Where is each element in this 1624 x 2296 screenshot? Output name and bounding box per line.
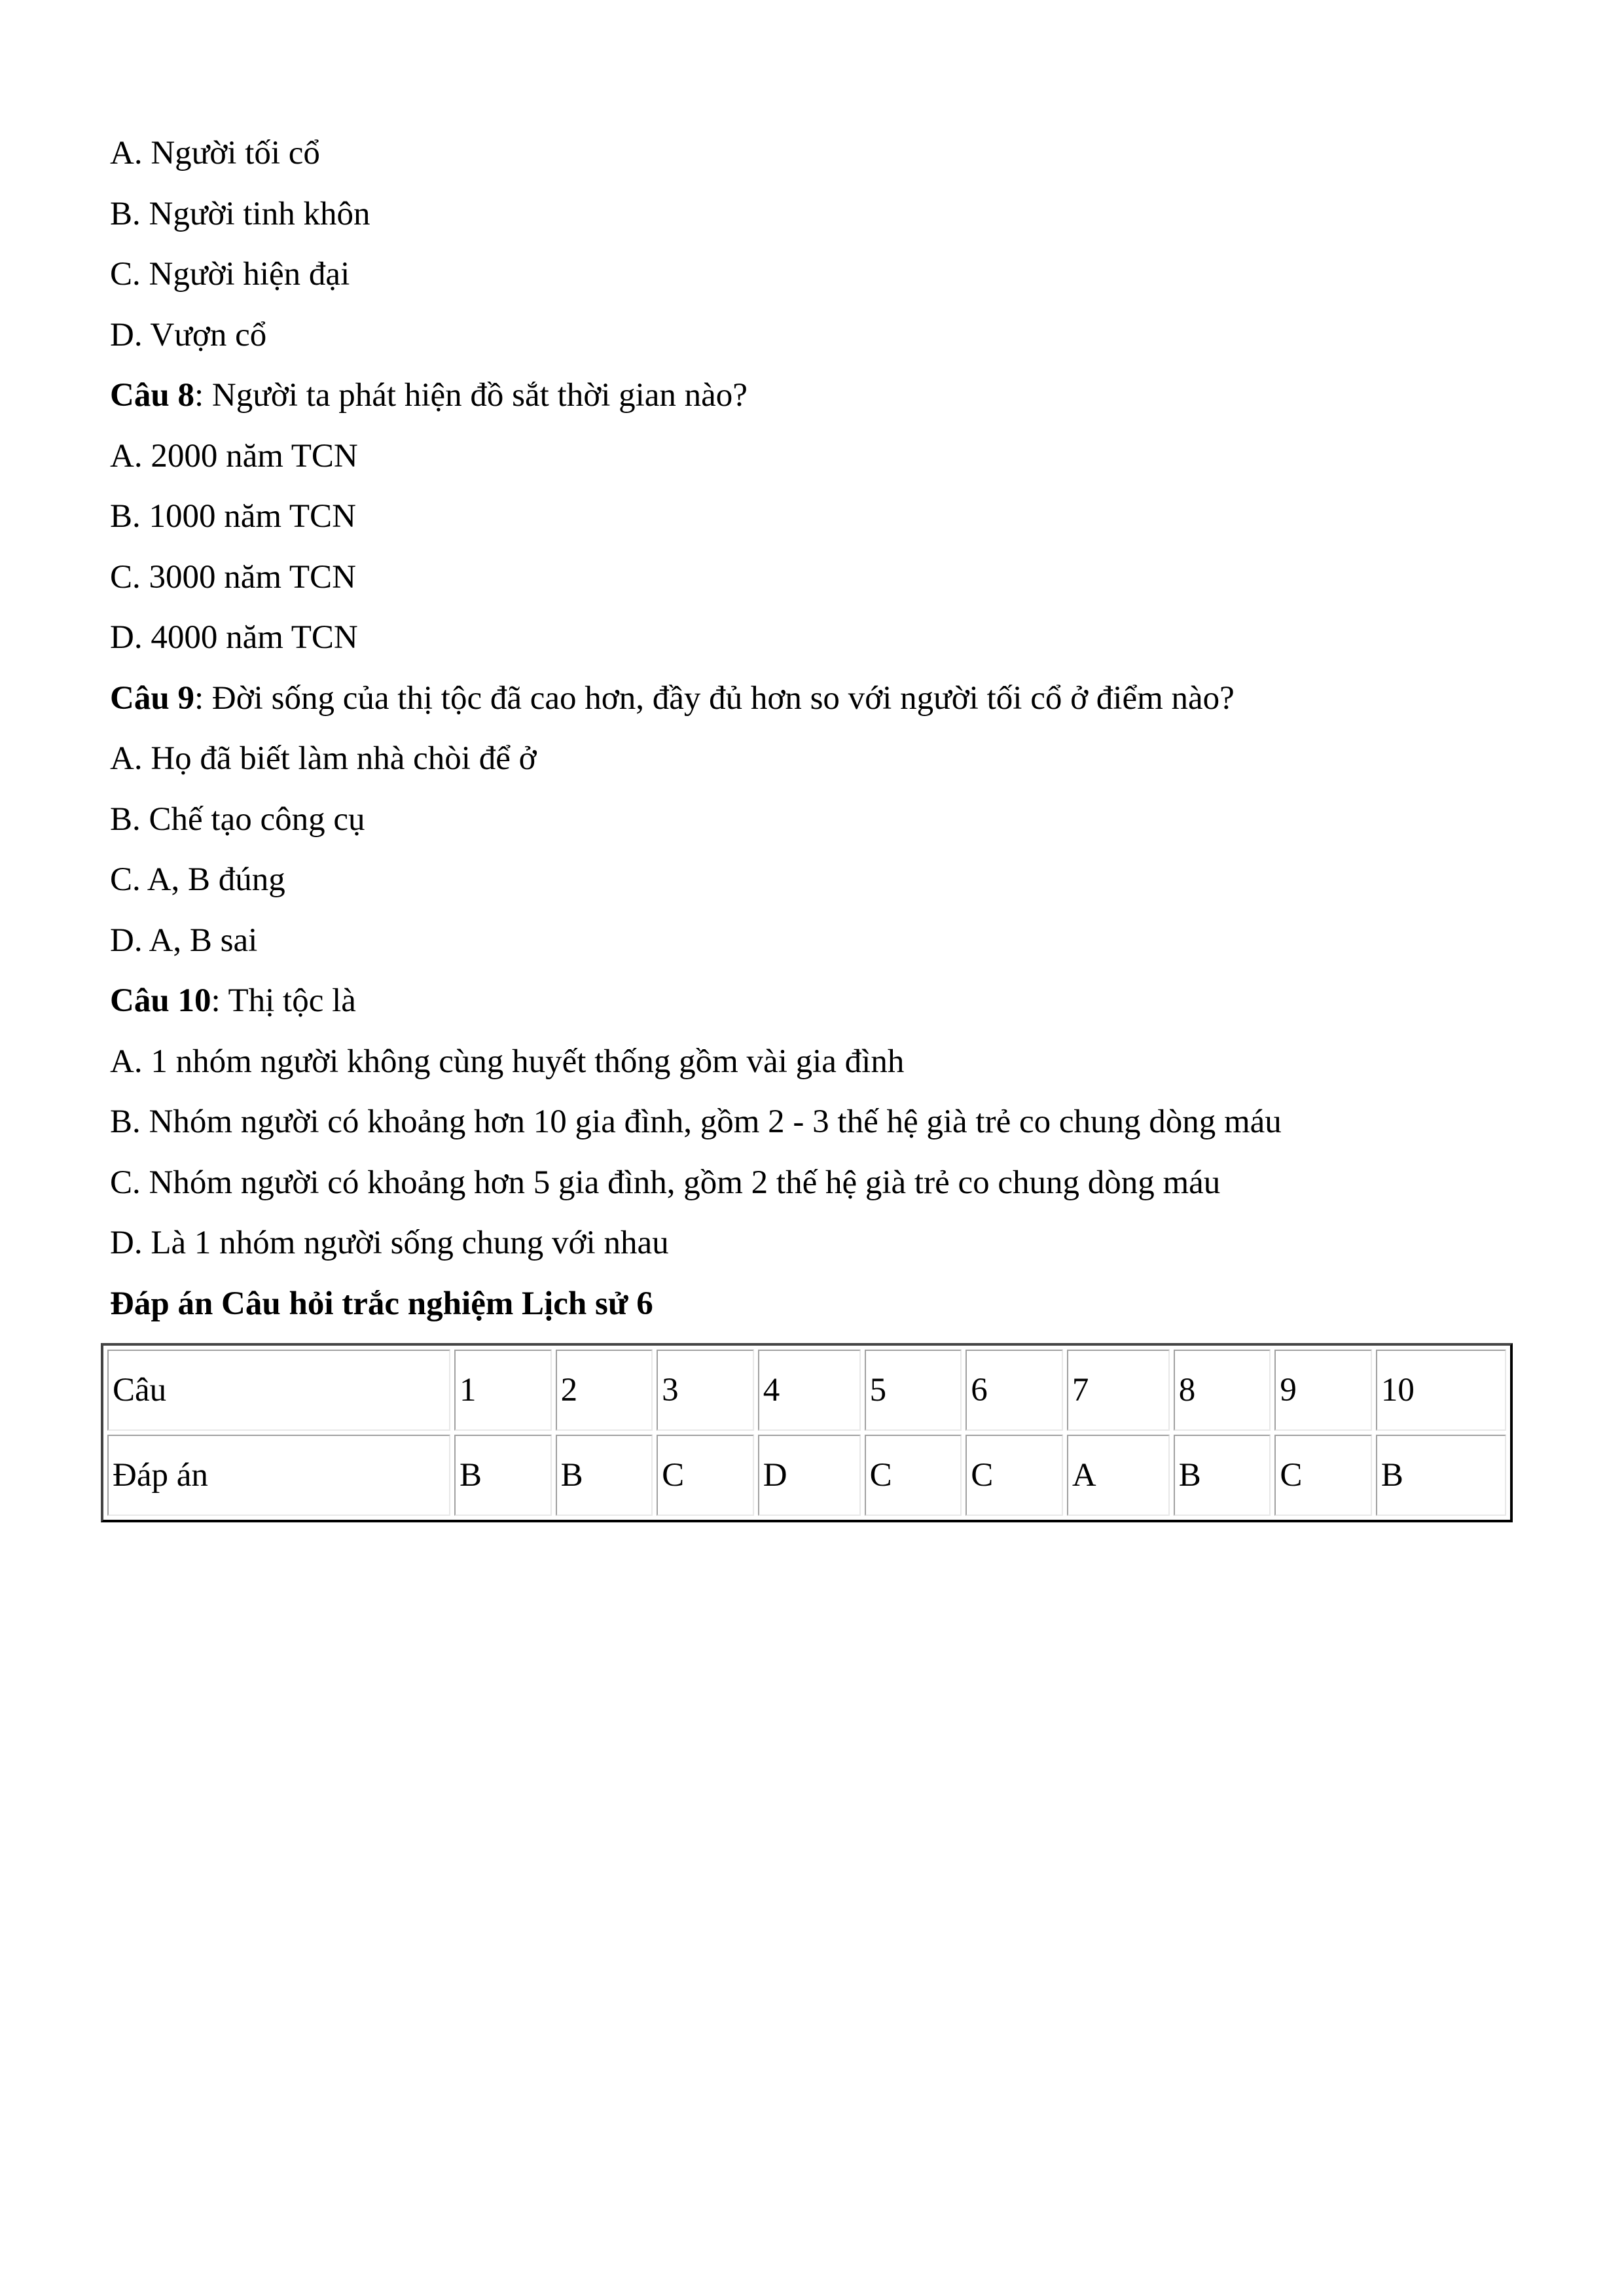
table-cell: D bbox=[758, 1435, 861, 1516]
option-line: B. Nhóm người có khoảng hơn 10 gia đình, gồm 2 - 3 thế hệ già trẻ co chung dòng máu bbox=[110, 1103, 1282, 1140]
option-line: A. 1 nhóm người không cùng huyết thống gồm vài gia đình bbox=[110, 1043, 905, 1080]
table-cell: B bbox=[454, 1435, 552, 1516]
table-cell: C bbox=[865, 1435, 962, 1516]
option-line: A. Họ đã biết làm nhà chòi để ở bbox=[110, 740, 537, 777]
question-label: Câu 10 bbox=[110, 982, 211, 1019]
option-line: D. 4000 năm TCN bbox=[110, 619, 358, 656]
option-line: D. Là 1 nhóm người sống chung với nhau bbox=[110, 1225, 669, 1261]
table-cell: A bbox=[1067, 1435, 1170, 1516]
table-cell: B bbox=[1174, 1435, 1271, 1516]
table-cell: 5 bbox=[865, 1350, 962, 1431]
option-line: D. Vượn cổ bbox=[110, 316, 267, 353]
question-label: Câu 9 bbox=[110, 679, 194, 717]
table-cell: 9 bbox=[1274, 1350, 1372, 1431]
question-8 bbox=[110, 365, 1517, 426]
table-cell: 6 bbox=[965, 1350, 1063, 1431]
table-row bbox=[107, 1350, 1506, 1431]
table-row bbox=[107, 1435, 1506, 1516]
option-line: A. 2000 năm TCN bbox=[110, 437, 358, 475]
question-text: : Người ta phát hiện đồ sắt thời gian nào? bbox=[194, 377, 748, 414]
option-line: B. 1000 năm TCN bbox=[110, 498, 356, 535]
document-page bbox=[110, 123, 1517, 1522]
table-cell: 8 bbox=[1174, 1350, 1271, 1431]
table-cell: 10 bbox=[1376, 1350, 1506, 1431]
row-label: Đáp án bbox=[107, 1435, 450, 1516]
option-line: C. Nhóm người có khoảng hơn 5 gia đình, gồm 2 thế hệ già trẻ co chung dòng máu bbox=[110, 1164, 1221, 1201]
option-line: C. Người hiện đại bbox=[110, 256, 350, 293]
table-cell: 3 bbox=[657, 1350, 754, 1431]
question-10 bbox=[110, 971, 1517, 1031]
option-line: B. Người tinh khôn bbox=[110, 195, 370, 232]
row-label: Câu bbox=[107, 1350, 450, 1431]
option-line: D. A, B sai bbox=[110, 922, 258, 959]
table-cell: B bbox=[556, 1435, 653, 1516]
option-line: A. Người tối cổ bbox=[110, 135, 320, 171]
table-cell: 7 bbox=[1067, 1350, 1170, 1431]
table-cell: 4 bbox=[758, 1350, 861, 1431]
question-label: Câu 8 bbox=[110, 377, 194, 414]
answer-table bbox=[101, 1343, 1513, 1522]
table-cell: 1 bbox=[454, 1350, 552, 1431]
question-9 bbox=[110, 668, 1517, 729]
table-cell: C bbox=[1274, 1435, 1372, 1516]
table-cell: B bbox=[1376, 1435, 1506, 1516]
option-line: C. 3000 năm TCN bbox=[110, 558, 356, 596]
question-text: : Thị tộc là bbox=[211, 982, 356, 1019]
option-line: C. A, B đúng bbox=[110, 861, 285, 898]
table-cell: 2 bbox=[556, 1350, 653, 1431]
table-cell: C bbox=[965, 1435, 1063, 1516]
table-cell: C bbox=[657, 1435, 754, 1516]
option-line: B. Chế tạo công cụ bbox=[110, 800, 365, 838]
question-text: : Đời sống của thị tộc đã cao hơn, đầy đủ hơn so với người tối cổ ở điểm nào? bbox=[194, 679, 1235, 717]
answers-heading: Đáp án Câu hỏi trắc nghiệm Lịch sử 6 bbox=[110, 1285, 653, 1322]
